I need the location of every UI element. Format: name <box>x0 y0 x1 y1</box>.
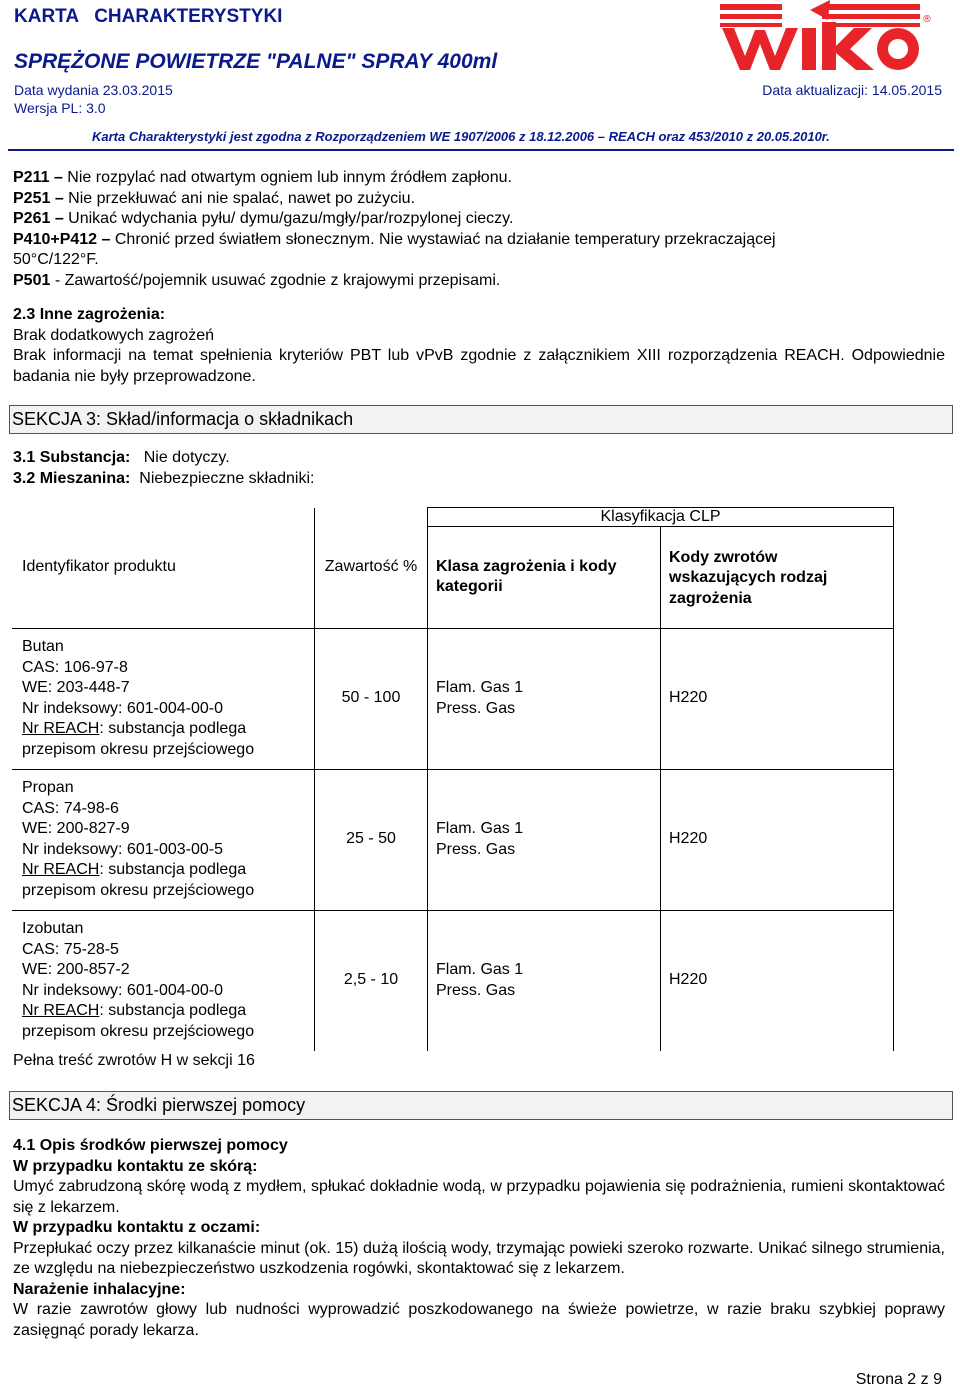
header-hcodes: Kody zwrotów wskazujących rodzaj zagrożenia <box>661 527 894 629</box>
eyes-text: Przepłukać oczy przez kilkanaście minut (ok. 15) dużą ilością wody, trzymając powieki szeroko rozwarte. Unikać silnego strumienia, ze względu na niebezpieczeństwo uszkodzenia rogówki, skontaktować się z lekarzem. <box>13 1239 945 1277</box>
component-hcode: H220 <box>661 910 894 1051</box>
component-identifier: Butan CAS: 106-97-8 WE: 203-448-7 Nr indeksowy: 601-004-00-0 Nr REACH: substancja podlega przepisom okresu przejściowego <box>12 628 315 769</box>
update-date: Data aktualizacji: 14.05.2015 <box>762 82 942 98</box>
component-content: 25 - 50 <box>315 769 428 910</box>
component-identifier: Izobutan CAS: 75-28-5 WE: 200-857-2 Nr indeksowy: 601-004-00-0 Nr REACH: substancja podlega przepisom okresu przejściowego <box>12 910 315 1051</box>
header-class: Klasa zagrożenia i kody kategorii <box>428 527 661 629</box>
component-hcode: H220 <box>661 769 894 910</box>
header-rule <box>8 149 954 151</box>
component-content: 2,5 - 10 <box>315 910 428 1051</box>
page-number: Strona 2 z 9 <box>855 1371 942 1388</box>
header-content: Zawartość % <box>315 508 428 629</box>
product-name: SPRĘŻONE POWIETRZE "PALNE" SPRAY 400ml <box>14 50 498 73</box>
substance-line: 3.1 Substancja: Nie dotyczy. <box>13 449 230 466</box>
table-footnote: Pełna treść zwrotów H w sekcji 16 <box>13 1051 255 1069</box>
regulation-line: Karta Charakterystyki jest zgodna z Rozporządzeniem WE 1907/2006 z 18.12.2006 – REACH oraz 453/2010 z 20.05.2010r. <box>92 129 830 144</box>
skin-text: Umyć zabrudzoną skórę wodą z mydłem, spłukać dokładnie wodą, w przypadku pojawienia się podrażnienia, rumieni skontaktować się z lekarzem. <box>13 1178 945 1216</box>
wiko-logo <box>712 0 944 74</box>
precaution-item: P261 – Unikać wdychania pyłu/ dymu/gazu/mgły/par/rozpylonej cieczy. <box>13 210 514 227</box>
precaution-item: P251 – Nie przekłuwać ani nie spalać, nawet po zużyciu. <box>13 189 416 207</box>
mixture-line: 3.2 Mieszanina: Niebezpieczne składniki: <box>13 469 315 487</box>
precaution-item: 50°C/122°F. <box>13 251 99 268</box>
inhal-text: W razie zawrotów głowy lub nudności wyprowadzić poszkodowanego na świeże powietrze, w razie braku szybkiej poprawy zasięgnąć porady lekarza. <box>13 1301 945 1339</box>
component-class: Flam. Gas 1 Press. Gas <box>428 910 661 1051</box>
section-2-3-line2: Brak informacji na temat spełnienia kryteriów PBT lub vPvB zgodnie z załącznikiem XIII rozporządzenia REACH. Odpowiednie badania nie były przeprowadzone. <box>13 347 945 385</box>
section-2-3-line1: Brak dodatkowych zagrożeń <box>13 326 214 344</box>
header-identifier: Identyfikator produktu <box>12 508 315 629</box>
version: Wersja PL: 3.0 <box>14 100 106 116</box>
issue-date: Data wydania 23.03.2015 <box>14 82 173 98</box>
inhal-label: Narażenie inhalacyjne: <box>13 1280 186 1298</box>
section-3-title: SEKCJA 3: Skład/informacja o składnikach <box>9 405 953 434</box>
section-4-1-title: 4.1 Opis środków pierwszej pomocy <box>13 1137 288 1154</box>
eyes-label: W przypadku kontaktu z oczami: <box>13 1219 261 1236</box>
section-4-title: SEKCJA 4: Środki pierwszej pomocy <box>9 1091 953 1120</box>
precaution-list <box>13 168 945 291</box>
components-table <box>12 507 894 1051</box>
document-header <box>0 0 960 150</box>
page-content <box>13 168 945 1341</box>
component-class: Flam. Gas 1 Press. Gas <box>428 628 661 769</box>
table-row <box>12 910 894 1051</box>
component-content: 50 - 100 <box>315 628 428 769</box>
component-hcode: H220 <box>661 628 894 769</box>
component-identifier: Propan CAS: 74-98-6 WE: 200-827-9 Nr indeksowy: 601-003-00-5 Nr REACH: substancja podlega przepisom okresu przejściowego <box>12 769 315 910</box>
precaution-item: P410+P412 – Chronić przed światłem słonecznym. Nie wystawiać na działanie temperatury przekraczającej <box>13 230 776 248</box>
table-row <box>12 628 894 769</box>
precaution-item: P211 – Nie rozpylać nad otwartym ogniem lub innym źródłem zapłonu. <box>13 169 512 186</box>
component-class: Flam. Gas 1 Press. Gas <box>428 769 661 910</box>
table-row <box>12 769 894 910</box>
logo-text: wiko <box>712 0 715 1</box>
skin-label: W przypadku kontaktu ze skórą: <box>13 1157 258 1175</box>
header-clp: Klasyfikacja CLP <box>428 508 894 527</box>
doc-type-title: KARTA CHARAKTERYSTYKI <box>14 6 283 27</box>
section-2-3-title: 2.3 Inne zagrożenia: <box>13 306 166 323</box>
precaution-item: P501 - Zawartość/pojemnik usuwać zgodnie z krajowymi przepisami. <box>13 271 501 289</box>
svg-text:®: ® <box>922 14 932 25</box>
